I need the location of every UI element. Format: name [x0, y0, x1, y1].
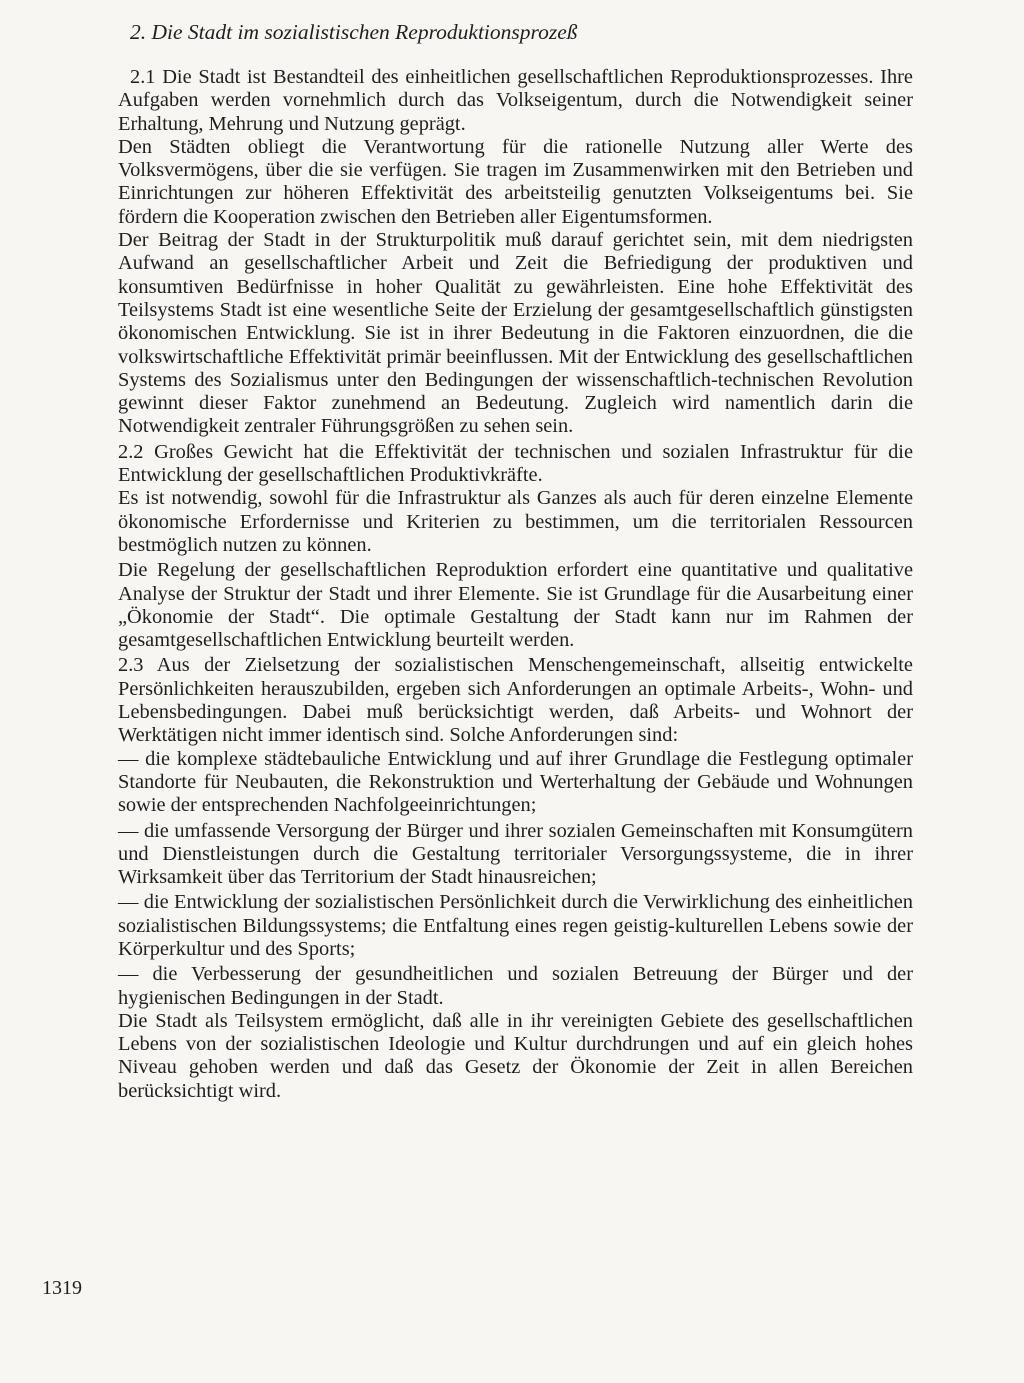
section-heading: 2. Die Stadt im sozialistischen Reproduktionsprozeß: [130, 20, 578, 44]
list-item-persoenlichkeit: — die Entwicklung der sozialistischen Persönlichkeit durch die Verwirklichung des einheitlichen sozialistischen Bildungssystems; die Entfaltung eines regen geistig-kulturellen Lebens sowie der Körperkultur und des Sports;: [118, 891, 913, 960]
paragraph-staedte-verantwortung: Den Städten obliegt die Verantwortung für die rationelle Nutzung aller Werte des Volksvermögens, über die sie verfügen. Sie tragen im Zusammenwirken mit den Betrieben und Einrichtungen zur höheren Effektivität des arbeitsteilig genutzten Volkseigentums bei. Sie fördern die Kooperation zwischen den Betrieben aller Eigentumsformen.: [118, 135, 913, 228]
paragraph-2-1: 2.1 Die Stadt ist Bestandteil des einheitlichen gesellschaftlichen Reproduktionsprozesses. Ihre Aufgaben werden vornehmlich durch das Volkseigentum, durch die Notwendigkeit seiner Erhaltung, Mehrung und Nutzung geprägt.: [118, 66, 913, 135]
paragraph-2-3: 2.3 Aus der Zielsetzung der sozialistischen Menschengemeinschaft, allseitig entwickelte Persönlichkeiten herauszubilden, ergeben sich Anforderungen an optimale Arbeits-, Wohn- und Lebensbedingungen. Dabei muß berücksichtigt werden, daß Arbeits- und Wohnort der Werktätigen nicht immer identisch sind. Solche Anforderungen sind:: [118, 654, 913, 747]
body-text: [118, 66, 913, 1103]
page-number: 1319: [42, 1277, 82, 1299]
paragraph-teilsystem: Die Stadt als Teilsystem ermöglicht, daß alle in ihr vereinigten Gebiete des gesellschaftlichen Lebens von der sozialistischen Ideologie und Kultur durchdrungen und auf ein gleich hohes Niveau gehoben werden und daß das Gesetz der Ökonomie der Zeit in allen Bereichen berücksichtigt wird.: [118, 1009, 913, 1102]
list-item-gesundheit: — die Verbesserung der gesundheitlichen und sozialen Betreuung der Bürger und der hygienischen Bedingungen in der Stadt.: [118, 963, 913, 1009]
paragraph-strukturpolitik: Der Beitrag der Stadt in der Strukturpolitik muß darauf gerichtet sein, mit dem niedrigsten Aufwand an gesellschaftlicher Arbeit und Zeit die Befriedigung der produktiven und konsumtiven Bedürfnisse in hoher Qualität zu gewährleisten. Eine hohe Effektivität des Teilsystems Stadt ist eine wesentliche Seite der Erzielung der gesamtgesellschaftlich günstigsten ökonomischen Entwicklung. Sie ist in ihrer Bedeutung in die Faktoren einzuordnen, die die volkswirtschaftliche Effektivität primär beeinflussen. Mit der Entwicklung des gesellschaftlichen Systems des Sozialismus unter den Bedingungen der wissenschaftlich-technischen Revolution gewinnt dieser Faktor zunehmend an Bedeutung. Zugleich wird namentlich darin die Notwendigkeit zentraler Führungsgrößen zu sehen sein.: [118, 229, 913, 438]
list-item-versorgung: — die umfassende Versorgung der Bürger und ihrer sozialen Gemeinschaften mit Konsumgütern und Dienstleistungen durch die Gestaltung territorialer Versorgungssysteme, die in ihrer Wirksamkeit über das Territorium der Stadt hinausreichen;: [118, 819, 913, 889]
list-item-staedtebau: — die komplexe städtebauliche Entwicklung und auf ihrer Grundlage die Festlegung optimaler Standorte für Neubauten, die Rekonstruktion und Werterhaltung der Gebäude und Wohnungen sowie der entsprechenden Nachfolgeeinrichtungen;: [118, 747, 913, 817]
paragraph-infrastruktur: Es ist notwendig, sowohl für die Infrastruktur als Ganzes als auch für deren einzelne Elemente ökonomische Erfordernisse und Kriterien zu bestimmen, um die territorialen Ressourcen bestmöglich nutzen zu können.: [118, 487, 913, 556]
paragraph-regelung: Die Regelung der gesellschaftlichen Reproduktion erfordert eine quantitative und qualitative Analyse der Struktur der Stadt und ihrer Elemente. Sie ist Grundlage für die Ausarbeitung einer „Ökonomie der Stadt“. Die optimale Gestaltung der Stadt kann nur im Rahmen der gesamtgesellschaftlichen Entwicklung beurteilt werden.: [118, 559, 913, 652]
paragraph-2-2: 2.2 Großes Gewicht hat die Effektivität der technischen und sozialen Infrastruktur für die Entwicklung der gesellschaftlichen Produktivkräfte.: [118, 440, 913, 487]
